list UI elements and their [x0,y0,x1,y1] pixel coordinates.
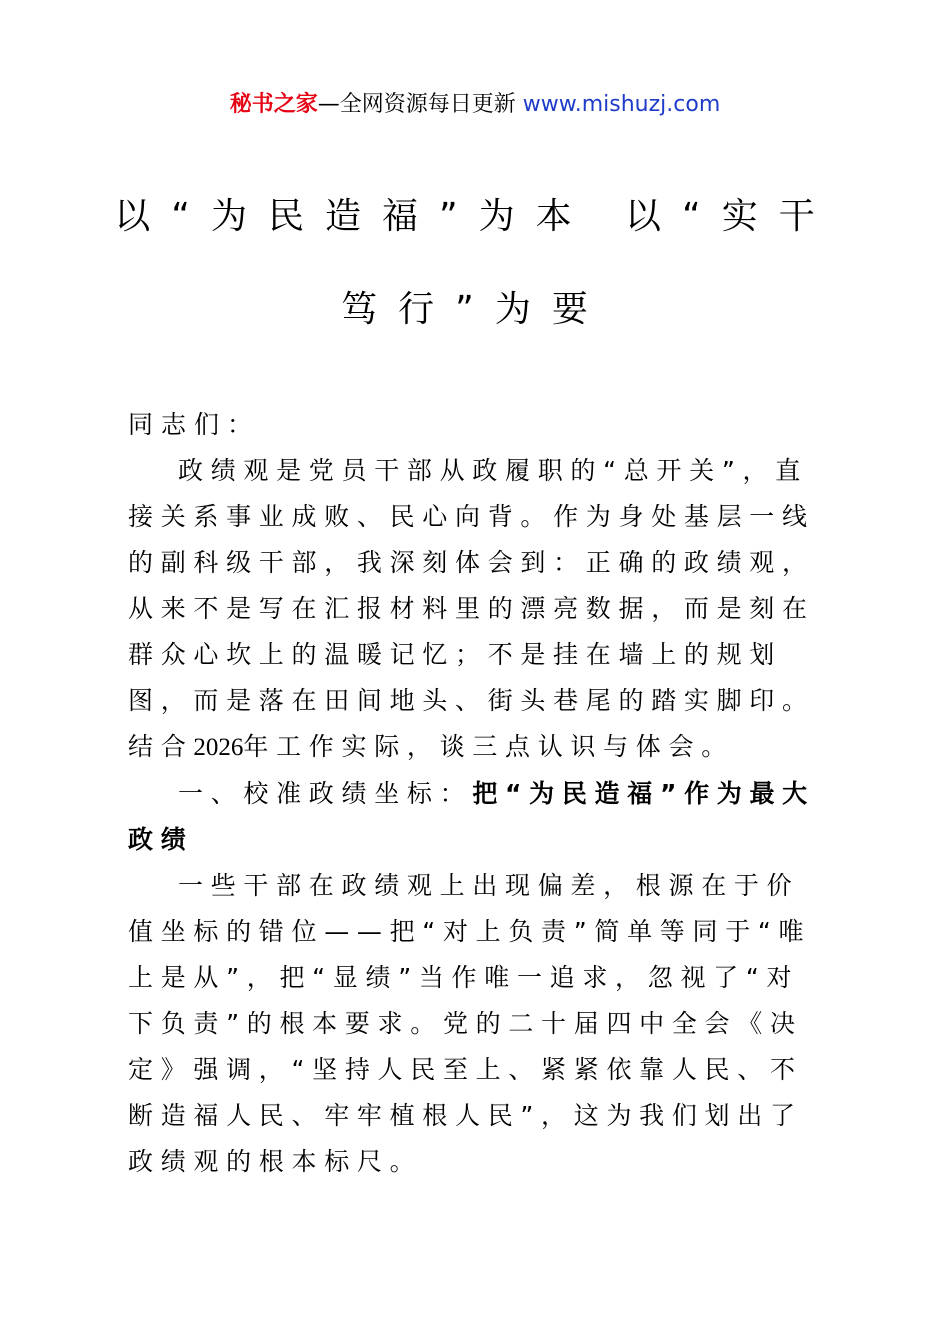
paragraph-intro-text: 政绩观是党员干部从政履职的“总开关”，直接关系事业成败、民心向背。作为身处基层一线的副科级干部，我深刻体会到：正确的政绩观，从来不是写在汇报材料里的漂亮数据，而是刻在群众心坎上的温暖记忆；不是挂在墙上的规划图，而是落在田间地头、街头巷尾的踏实脚印。结合 [128,456,815,761]
document-title-line-1: 以“为民造福”为本 以“实干 [114,196,836,237]
salutation: 同志们： [128,410,261,439]
section-heading-1 [128,771,828,863]
site-tagline: —全网资源每日更新 [317,92,523,117]
section-heading-1-prefix: 一、校准政绩坐标： [178,779,473,808]
document-body [128,402,828,1185]
section-heading-1-title: 把“为民造福”作为最大政绩 [128,779,815,854]
document-title-line-2: 笃行”为要 [341,289,609,330]
site-url-link[interactable]: www.mishuzj.com [522,92,721,117]
site-header [0,88,950,122]
site-brand: 秘书之家 [229,92,318,117]
paragraph-intro [128,448,828,771]
paragraph-section-1: 一些干部在政绩观上出现偏差，根源在于价值坐标的错位——把“对上负责”简单等同于“唯上是从”，把“显绩”当作唯一追求，忽视了“对下负责”的根本要求。党的二十届四中全会《决定》强调，“坚持人民至上、紧紧依靠人民、不断造福人民、牢牢植根人民”，这为我们划出了政绩观的根本标尺。 [128,871,812,1176]
paragraph-intro-tail: 年工作实际，谈三点认识与体会。 [243,732,734,761]
year-number: 2026 [193,734,244,761]
